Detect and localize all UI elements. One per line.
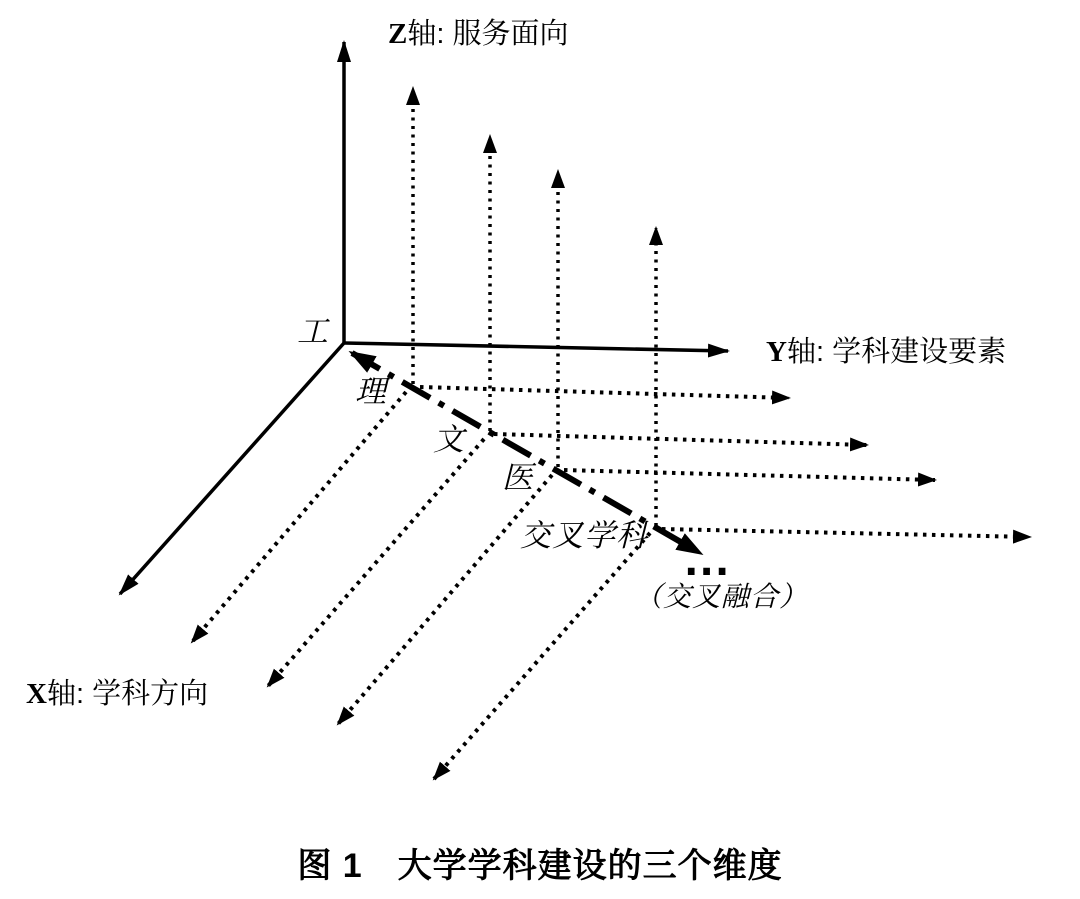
- discipline-label-science: 理: [355, 374, 386, 409]
- x-axis-letter: X: [26, 678, 47, 710]
- horizontal-dotted-arrow-1: [420, 387, 789, 398]
- horizontal-dotted-arrow-4: [662, 529, 1030, 537]
- x-axis-text: 轴: 学科方向: [46, 678, 209, 710]
- horizontal-dotted-arrow-3: [564, 470, 935, 480]
- figure-caption: 图 1 大学学科建设的三个维度: [297, 847, 783, 885]
- discipline-label-interdisciplinary: 交叉学科: [520, 518, 648, 553]
- z-axis-label: [388, 18, 568, 51]
- y-axis-letter: Y: [766, 336, 787, 368]
- diagonal-dotted-arrow-2: [268, 439, 484, 686]
- x-axis-label: [26, 678, 208, 711]
- z-axis-letter: Z: [388, 18, 408, 50]
- y-axis-label: [766, 336, 1006, 369]
- cross-fusion-note: （交叉融合）: [634, 582, 809, 613]
- discipline-label-engineering: 工: [297, 314, 328, 349]
- vertical-dotted-arrows: [413, 88, 656, 526]
- x-axis-line: [120, 343, 344, 594]
- horizontal-dotted-arrow-2: [494, 434, 867, 445]
- diagonal-dotted-arrows: [192, 392, 650, 779]
- y-axis-line: [344, 343, 728, 351]
- y-axis-text: 轴: 学科建设要素: [786, 336, 1007, 368]
- diagonal-dotted-arrow-3: [338, 475, 552, 724]
- z-axis-text: 轴: 服务面向: [407, 18, 569, 50]
- diagonal-dotted-arrow-1: [192, 392, 406, 642]
- discipline-label-liberal-arts: 文: [433, 422, 464, 457]
- diagonal-dotted-arrow-4: [434, 533, 650, 779]
- continuation-ellipsis: ...: [684, 540, 731, 584]
- discipline-label-medicine: 医: [502, 460, 533, 495]
